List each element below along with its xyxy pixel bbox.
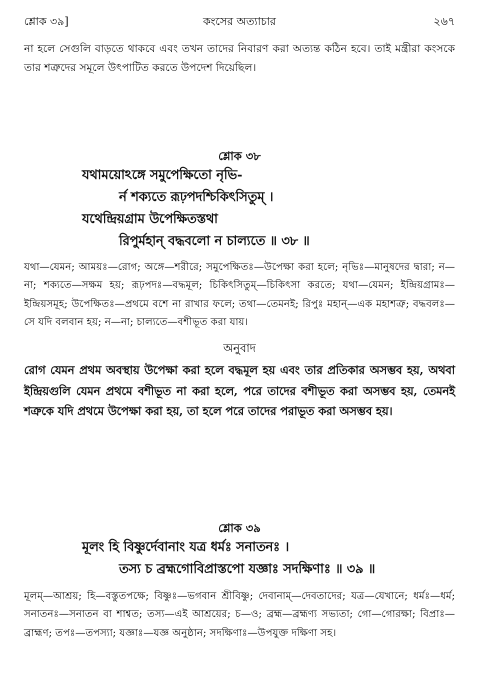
verse-38-line-3: যথেন্দ্রিয়গ্রাম উপেক্ষিতস্তথা: [82, 212, 218, 227]
verse-38-heading: শ্লোক ৩৮: [218, 149, 261, 163]
verse-38-line-1: যথাময়োঽঙ্গে সমুপেক্ষিতো নৃভি-: [82, 168, 243, 183]
translation-heading: অনুবাদ: [223, 341, 256, 355]
intro-paragraph: না হলে সেগুলি বাড়তে থাকবে এবং তখন তাদের নিবারণ করা অত্যন্ত কঠিন হবে। তাই মন্ত্রীরা কংসকে তার শত্রুদের সমূলে উৎপাটিত করতে উপদেশ দিয়েছিল।: [24, 43, 455, 74]
header-chapter-title: কংসের অত্যাচার: [202, 15, 276, 28]
verse-39-synonyms: মূলম্—আশ্রয়; হি—বস্তুতপক্ষে; বিষ্ণুঃ—ভগবান শ্রীবিষ্ণু; দেবানাম্—দেবতাদের; যত্র—যেখানে; ধর্মঃ—ধর্ম; সনাতনঃ—সনাতন বা শাশ্বত; তস্য—এই আশ্রয়ের; চ—ও; ব্রহ্ম—ব্রহ্মণ্য সভ্যতা; গো—গোরক্ষা; বিপ্রাঃ—ব্রাহ্মণ; তপঃ—তপস্যা; যজ্ঞাঃ—যজ্ঞ অনুষ্ঠান; সদক্ষিণাঃ—উপযুক্ত দক্ষিণা সহ।: [24, 591, 455, 639]
header-page-number: ২৬৭: [433, 15, 455, 28]
verse-39-line-2: তস্য চ ব্রহ্মগোবিপ্রাস্তপো যজ্ঞাঃ সদক্ষিণাঃ ॥ ৩৯ ॥: [119, 562, 376, 577]
verse-38-synonyms: যথা—যেমন; আময়ঃ—রোগ; অঙ্গে—শরীরে; সমুপেক্ষিতঃ—উপেক্ষা করা হলে; নৃভিঃ—মানুষদের দ্বারা; ন—না; শক্যতে—সক্ষম হয়; রূঢ়পদঃ—বদ্ধমূল; চিকিৎসিতুম্—চিকিৎসা করতে; যথা—যেমন; ইন্দ্রিয়গ্রামঃ—ইন্দ্রিয়সমূহ; উপেক্ষিতঃ—প্রথমে বশে না রাখার ফলে; তথা—তেমনই; রিপুঃ মহান্—এক মহাশত্রু; বদ্ধবলঃ—সে যদি বলবান হয়; ন—না; চাল্যতে—বশীভূত করা যায়।: [24, 262, 455, 328]
header-verse-ref: শ্লোক ৩৯]: [24, 15, 69, 28]
verse-38-line-2: র্ন শক্যতে রূঢ়পদশ্চিকিৎসিতুম্ ।: [119, 190, 274, 205]
verse-38-translation: রোগ যেমন প্রথম অবস্থায় উপেক্ষা করা হলে বদ্ধমূল হয় এবং তার প্রতিকার অসম্ভব হয়, অথবা ইন্দ্রিয়গুলি যেমন প্রথমে বশীভূত না করা হলে, পরে তাদের বশীভূত করা অসম্ভব হয়, তেমনই শত্রুকে যদি প্রথমে উপেক্ষা করা হয়, তা হলে পরে তাদের পরাভূত করা অসম্ভব হয়।: [24, 363, 455, 418]
verse-39-line-1: মূলং হি বিষ্ণুর্দেবানাং যত্র ধর্মঃ সনাতনঃ ।: [82, 540, 290, 555]
verse-39-heading: শ্লোক ৩৯: [218, 521, 261, 535]
running-header: [24, 14, 455, 30]
verse-38-line-4: রিপুর্মহান্ বদ্ধবলো ন চাল্যতে ॥ ৩৮ ॥: [119, 234, 310, 249]
